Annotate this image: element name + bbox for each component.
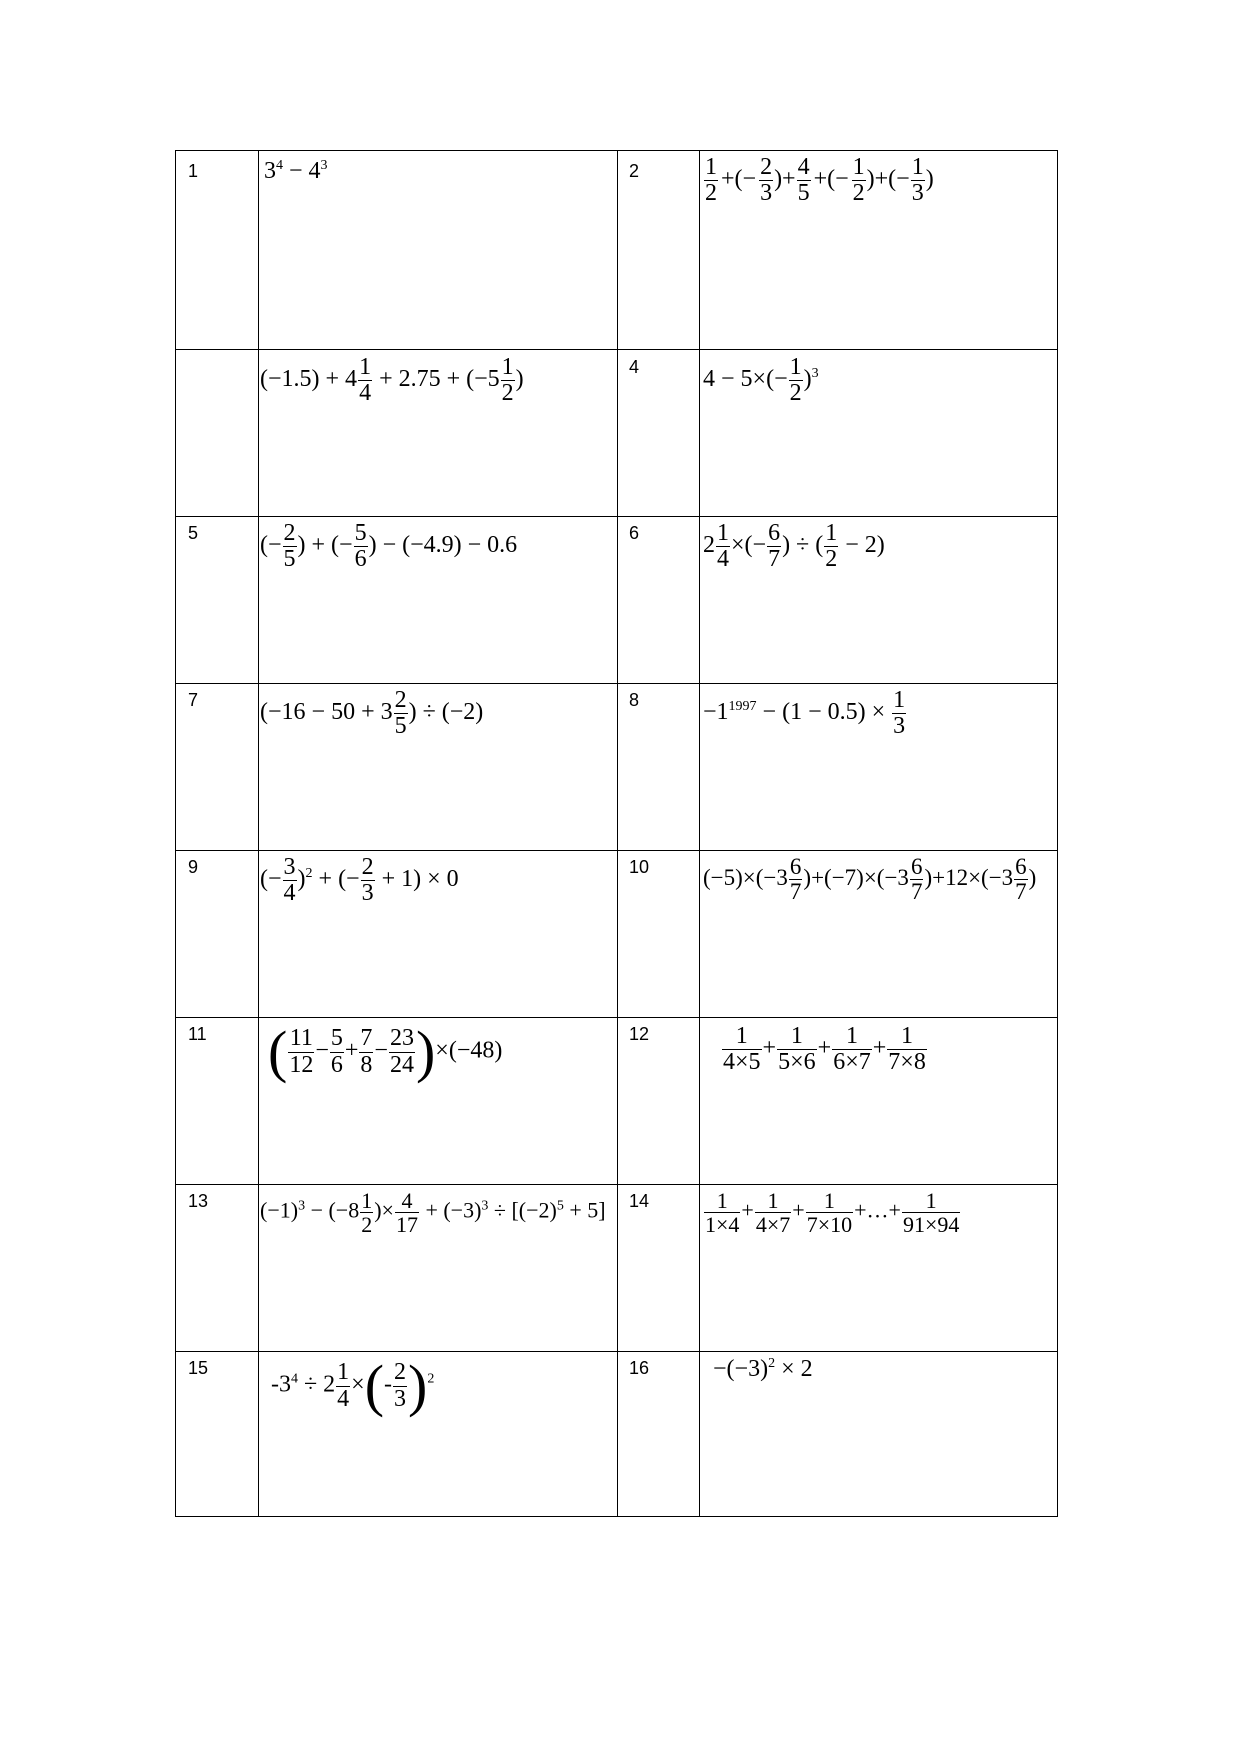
problem-14-expression: $\frac{1}{1\times 4}$ + $\frac{1}{4\times 7}$ + $\frac{1}{7\times 10}$ +…+ $\frac{1}{91\times 94}$ [705, 1188, 960, 1238]
problem-number: 2 [629, 161, 640, 181]
problem-10-expression: (−5)×(−3 $\frac{6}{7}$ )+(−7)×(−3 $\frac{6}{7}$ )+12×(−3 $\frac{6}{7}$ ) [703, 854, 1037, 905]
problem-number: 8 [629, 690, 640, 710]
problem-number: 4 [629, 357, 640, 377]
problem-number: 10 [629, 857, 650, 877]
problem-16-expression: $-(-3)^2 \times 2$ [713, 1356, 813, 1382]
problem-number: 5 [188, 523, 199, 543]
problem-8-expression: $-1^{1997} - (1 - 0.5)$ × $\frac{1}{3}$ [703, 687, 906, 740]
worksheet-table [175, 150, 1058, 1517]
problem-number: 12 [629, 1024, 650, 1044]
problem-number: 14 [629, 1191, 650, 1211]
problem-number: 15 [188, 1358, 209, 1378]
problem-6-expression: 2 $\frac{1}{4}$ ×(− $\frac{6}{7}$ ) ÷ ( $\frac{1}{2}$ − 2) [703, 520, 885, 573]
problem-13-expression: $(-1)^3 - (-8$ $\frac{1}{2}$ )× $\frac{4}{17}$ + $(-3)^3 \div [(-2)^5 + 5]$ [260, 1188, 606, 1238]
problem-15-expression: $-3^4 \div 2$ $\frac{1}{4}$ ×(- $\frac{2}{3}$ )$^2$ [271, 1353, 435, 1418]
problem-number: 7 [188, 690, 199, 710]
problem-number: 11 [188, 1024, 207, 1044]
problem-number: 13 [188, 1191, 209, 1211]
column-divider [258, 151, 259, 1516]
problem-9-expression: (− $\frac{3}{4}$ )$^2$ + (− $\frac{2}{3}$ + 1) × 0 [260, 854, 459, 907]
problem-11-expression: ( $\frac{11}{12}$ − $\frac{5}{6}$ + $\frac{7}{8}$ − $\frac{23}{24}$ )×(−48) [268, 1019, 503, 1084]
problem-2-expression: $\frac{1}{2}$ +(− $\frac{2}{3}$ )+ $\frac{4}{5}$ +(− $\frac{1}{2}$ )+(− $\frac{1}{3}$ ) [705, 154, 934, 207]
problem-3-expression: (−1.5) + 4 $\frac{1}{4}$ + 2.75 + (−5 $\frac{1}{2}$ ) [260, 354, 524, 407]
column-divider [617, 151, 618, 1516]
problem-4-expression: 4 − 5×(− $\frac{1}{2}$ )$^3$ [703, 354, 819, 407]
problem-number: 1 [188, 161, 199, 181]
problem-number: 9 [188, 857, 199, 877]
problem-number: 16 [629, 1358, 650, 1378]
problem-1-expression: $3^4 - 4^3$ [264, 158, 328, 184]
problem-number: 6 [629, 523, 640, 543]
column-divider [699, 151, 700, 1516]
problem-7-expression: (−16 − 50 + 3 $\frac{2}{5}$ ) ÷ (−2) [260, 687, 484, 740]
problem-5-expression: (− $\frac{2}{5}$ ) + (− $\frac{5}{6}$ ) − (−4.9) − 0.6 [260, 520, 518, 573]
problem-12-expression: $\frac{1}{4\times 5}$ + $\frac{1}{5\times 6}$ + $\frac{1}{6\times 7}$ + $\frac{1}{7\times 8}$ [723, 1023, 926, 1076]
